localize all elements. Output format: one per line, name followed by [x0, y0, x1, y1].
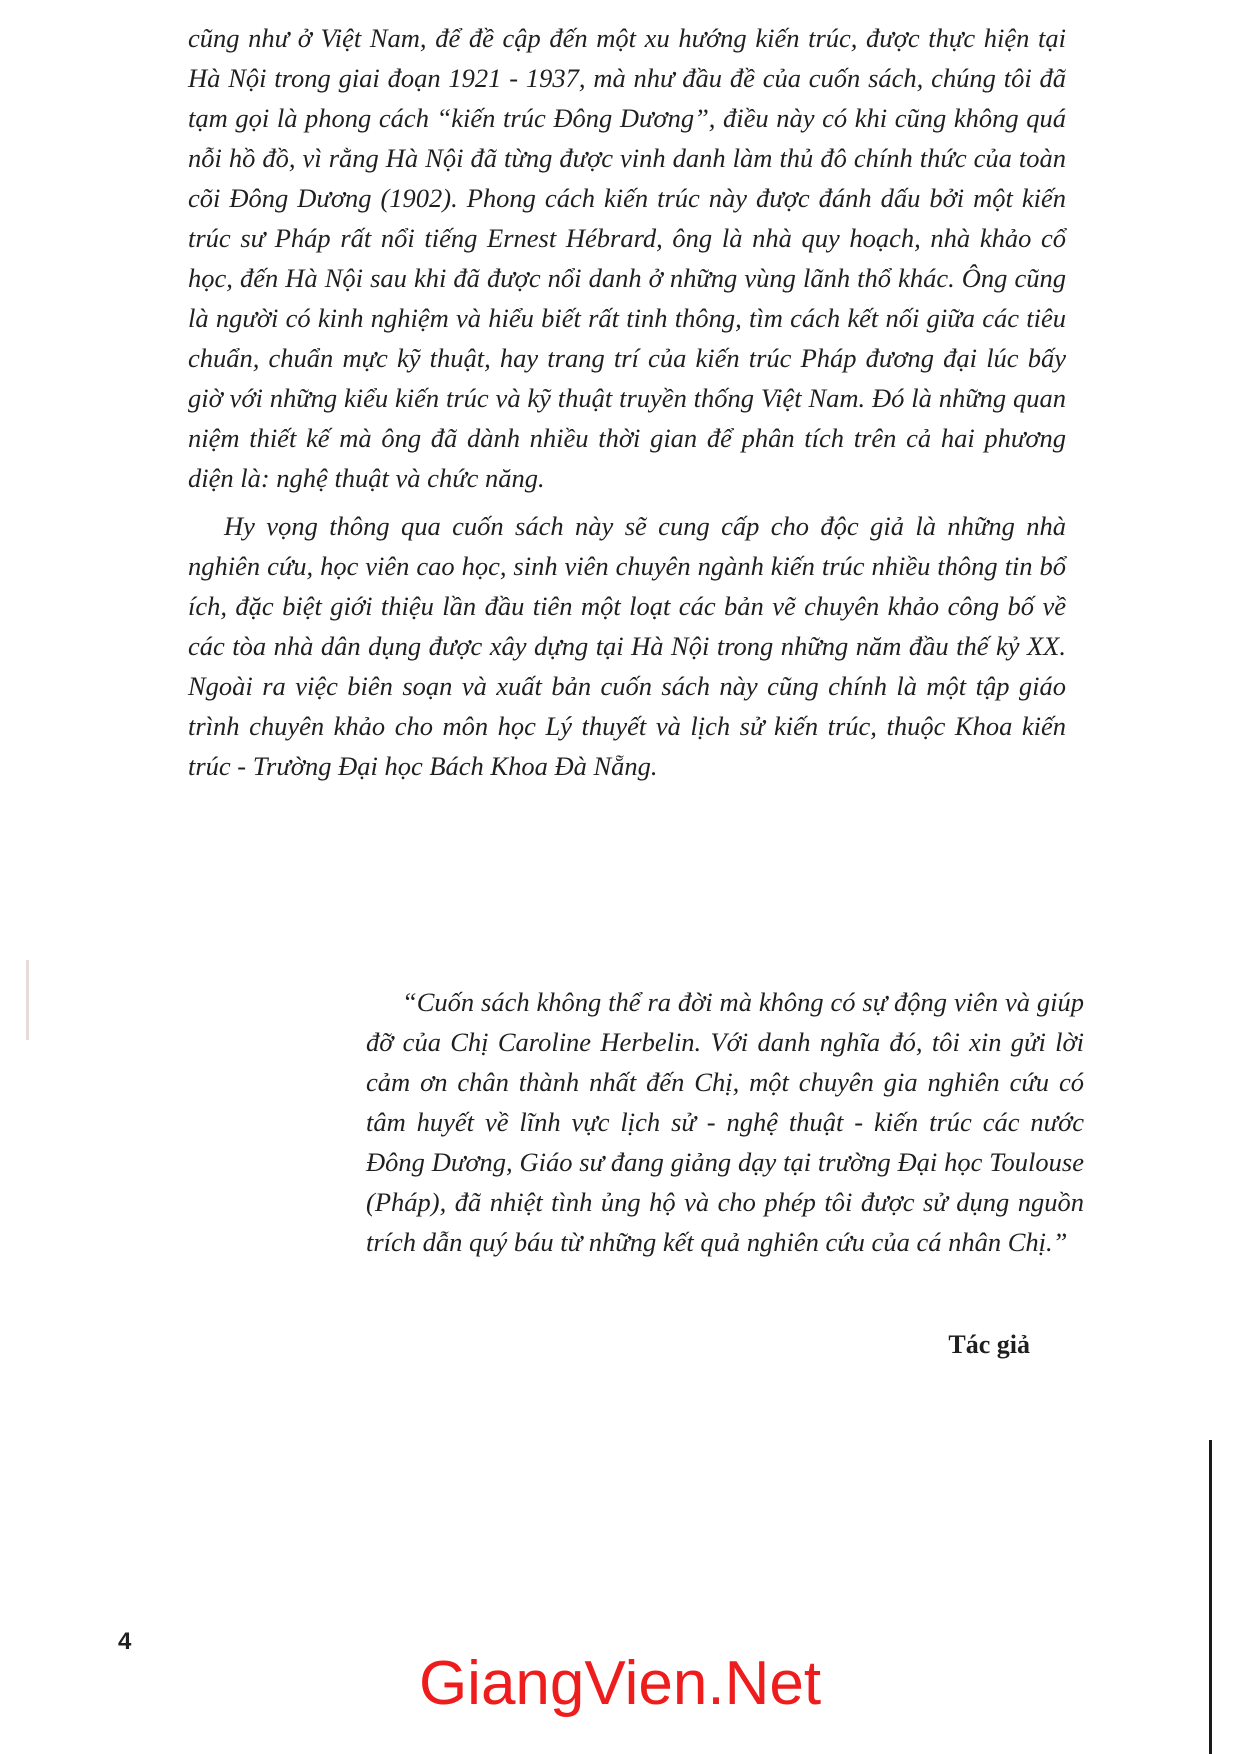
page-number: 4 [118, 1628, 132, 1655]
paragraph-2: Hy vọng thông qua cuốn sách này sẽ cung cấp cho độc giả là những nhà nghiên cứu, học viên cao học, sinh viên chuyên ngành kiến trúc nhiều thông tin bổ ích, đặc biệt giới thiệu lần đầu tiên một loạt các bản vẽ chuyên khảo công bố về các tòa nhà dân dụng được xây dựng tại Hà Nội trong những năm đầu thế kỷ XX. Ngoài ra việc biên soạn và xuất bản cuốn sách này cũng chính là một tập giáo trình chuyên khảo cho môn học Lý thuyết và lịch sử kiến trúc, thuộc Khoa kiến trúc - Trường Đại học Bách Khoa Đà Nẵng. [188, 511, 1066, 781]
author-signature: Tác giả [948, 1330, 1030, 1359]
acknowledgement-quote: “Cuốn sách không thể ra đời mà không có sự động viên và giúp đỡ của Chị Caroline Herbelin. Với danh nghĩa đó, tôi xin gửi lời cảm ơn chân thành nhất đến Chị, một chuyên gia nghiên cứu có tâm huyết về lĩnh vực lịch sử - nghệ thuật - kiến trúc các nước Đông Dương, Giáo sư đang giảng dạy tại trường Đại học Toulouse (Pháp), đã nhiệt tình ủng hộ và cho phép tôi được sử dụng nguồn trích dẫn quý báu từ những kết quả nghiên cứu của cá nhân Chị.” [366, 987, 1084, 1257]
watermark: GiangVien.Net [418, 1649, 822, 1718]
paragraph-1: cũng như ở Việt Nam, để đề cập đến một xu hướng kiến trúc, được thực hiện tại Hà Nội trong giai đoạn 1921 - 1937, mà như đầu đề của cuốn sách, chúng tôi đã tạm gọi là phong cách “kiến trúc Đông Dương”, điều này có khi cũng không quá nỗi hồ đồ, vì rằng Hà Nội đã từng được vinh danh làm thủ đô chính thức của toàn cõi Đông Dương (1902). Phong cách kiến trúc này được đánh dấu bởi một kiến trúc sư Pháp rất nổi tiếng Ernest Hébrard, ông là nhà quy hoạch, nhà khảo cổ học, đến Hà Nội sau khi đã được nổi danh ở những vùng lãnh thổ khác. Ông cũng là người có kinh nghiệm và hiểu biết rất tinh thông, tìm cách kết nối giữa các tiêu chuẩn, chuẩn mực kỹ thuật, hay trang trí của kiến trúc Pháp đương đại lúc bấy giờ với những kiểu kiến trúc và kỹ thuật truyền thống Việt Nam. Đó là những quan niệm thiết kế mà ông đã dành nhiều thời gian để phân tích trên cả hai phương diện là: nghệ thuật và chức năng. [188, 23, 1066, 493]
scan-mark [26, 960, 29, 1040]
body-text [188, 18, 1066, 786]
scan-edge-line [1209, 1440, 1212, 1754]
